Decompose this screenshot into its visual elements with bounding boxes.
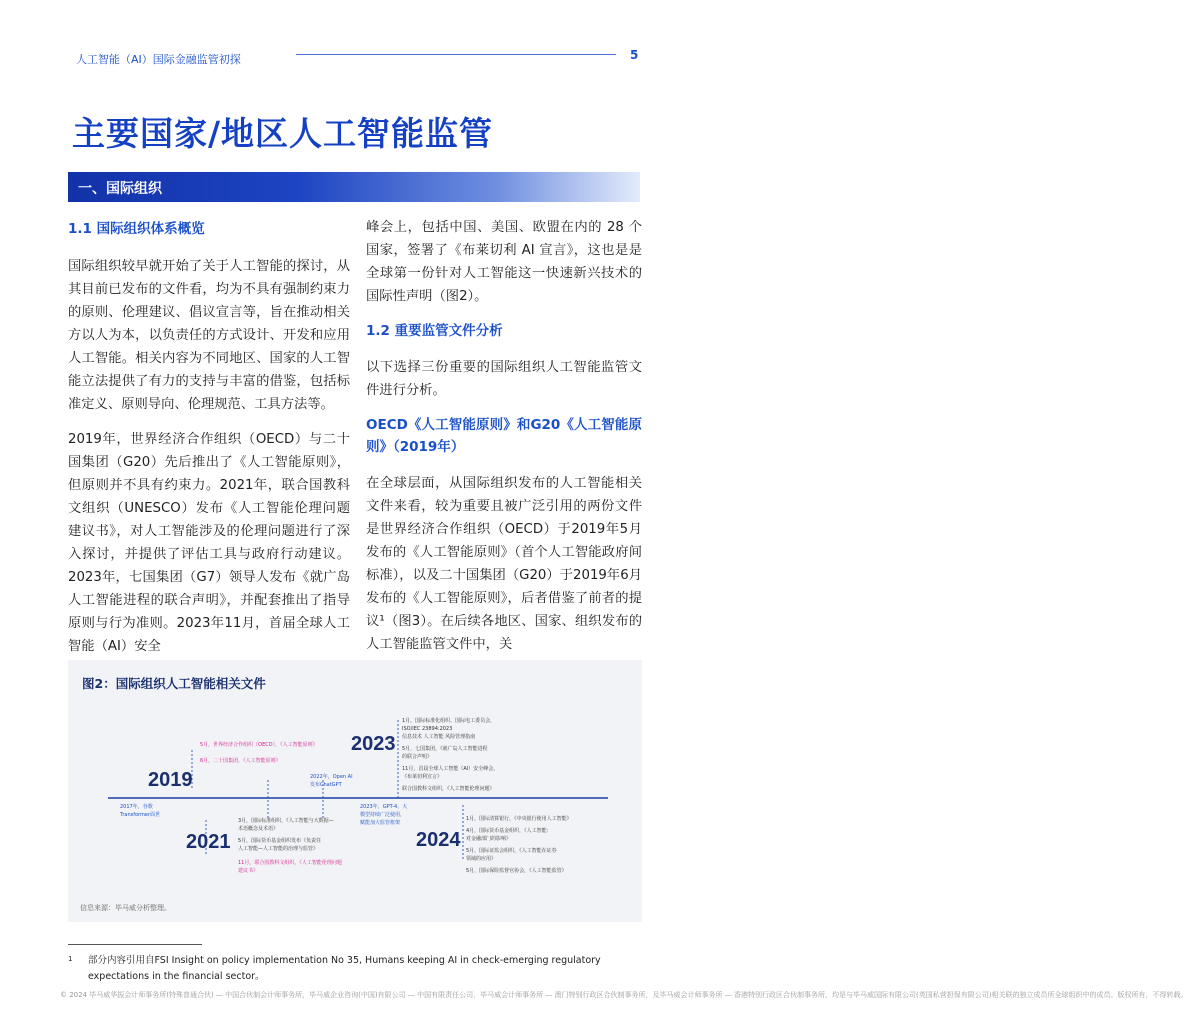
svg-text:6月，二十国集团，《人工智能原则》: 6月，二十国集团，《人工智能原则》 [200,758,281,764]
svg-text:《布莱切利宣言》: 《布莱切利宣言》 [402,774,443,780]
svg-text:5月，国际货币基金组织发布《负责任: 5月，国际货币基金组织发布《负责任 [238,838,322,844]
events-2024 [466,815,572,874]
svg-text:领域的应用》: 领域的应用》 [466,856,497,862]
year-label: 2023 [351,733,396,755]
svg-text:5月，七国集团，《就广岛人工智能进程: 5月，七国集团，《就广岛人工智能进程 [402,746,488,752]
events-2019 [200,741,318,764]
paragraph: 峰会上，包括中国、美国、欧盟在内的 28 个国家，签署了《布莱切利 AI 宣言》，这也是是全球第一份针对人工智能这一快速新兴技术的国际性声明（图2）。 [366,220,642,304]
paragraph: 2019年，世界经济合作组织（OECD）与二十国集团（G20）先后推出了《人工智能原则》，但原则并不具有约束力。2021年，联合国教科文组织（UNESCO）发布《人工智能伦理问题建议书》，对人工智能涉及的伦理问题进行了深入探讨，并提供了评估工具与政府行动建议。2023年，七国集团（G7）领导人发布《就广岛人工智能进程的联合声明》，并配套推出了指导原则与行为准则。2023年11月，首届全球人工智能（AI）安全 [68,432,350,654]
svg-text:Transformer面世: Transformer面世 [120,812,161,818]
svg-text:5月，国际保险监督官协会，《人工智能监管》: 5月，国际保险监督官协会，《人工智能监管》 [466,868,567,874]
svg-text:赋能加大监管框架: 赋能加大监管框架 [360,820,401,826]
figure-source: 信息来源：毕马威分析整理。 [80,904,171,912]
header-divider [296,54,616,55]
svg-text:2017年，谷歌: 2017年，谷歌 [120,804,153,810]
svg-text:人工智能—人工智能的治理与监管》: 人工智能—人工智能的治理与监管》 [238,846,319,852]
footnote-number: 1 [68,955,73,963]
timeline-svg [68,660,642,922]
section-label: 一、国际组织 [78,181,162,197]
svg-text:发布ChatGPT: 发布ChatGPT [310,782,342,788]
svg-text:1月，国际标准化组织、国际电工委员会，: 1月，国际标准化组织、国际电工委员会， [402,718,496,724]
header-title: 人工智能（AI）国际金融监管初探 [76,53,241,66]
figure-timeline [68,660,642,922]
svg-text:对金融部门的影响》: 对金融部门的影响》 [466,836,512,842]
paragraph: 国际组织较早就开始了关于人工智能的探讨，从其目前已发布的文件看，均为不具有强制约束力的原则、伦理建议、倡议宣言等，旨在推动相关方以人为本，以负责任的方式设计、开发和应用人工智能。相关内容为不同地区、国家的人工智能立法提供了有力的支持与丰富的借鉴，包括标准定义、原则导向、伦理规范、工具方法等。 [68,259,350,412]
year-label: 2024 [416,829,461,851]
svg-text:联合国教科文组织，《人工智能伦理问题》: 联合国教科文组织，《人工智能伦理问题》 [402,786,495,792]
right-column [366,216,642,668]
svg-text:信息技术 人工智能 风险管理指南: 信息技术 人工智能 风险管理指南 [402,734,476,740]
paragraph: 在全球层面，从国际组织发布的人工智能相关文件来看，较为重要且被广泛引用的两份文件是世界经济合作组织（OECD）于2019年5月发布的《人工智能原则》（首个人工智能政府间标准），以及二十国集团（G20）于2019年6月发布的《人工智能原则》，后者借鉴了前者的提议¹（图3）。在后续各地区、国家、组织发布的人工智能监管文件中，关 [366,476,642,652]
event-2023-gpt4 [360,803,407,826]
svg-text:建议书》: 建议书》 [238,868,259,874]
events-2023 [402,717,498,792]
subheading-oecd-g20: OECD《人工智能原则》和G20《人工智能原则》（2019年） [366,417,642,455]
svg-text:3月，国际标准组织，《人工智能与大数据—: 3月，国际标准组织，《人工智能与大数据— [238,818,334,824]
page-title: 主要国家/地区人工智能监管 [72,114,494,153]
svg-text:ISO/IEC 23894:2023: ISO/IEC 23894:2023 [402,726,453,732]
section-banner [68,172,640,202]
svg-text:2022年，Open AI: 2022年，Open AI [310,774,353,780]
page-number: 5 [630,48,639,62]
svg-text:11月，首届全球人工智能（AI）安全峰会，: 11月，首届全球人工智能（AI）安全峰会， [402,766,499,772]
event-2017 [119,803,160,818]
paragraph: 以下选择三份重要的国际组织人工智能监管文件进行分析。 [366,360,642,398]
footnote-text: 部分内容引用自FSI Insight on policy implementation No 35, Humans keeping AI in check-emerging regulatory expectations in the financial sector。 [88,955,601,982]
year-label: 2021 [186,831,231,853]
svg-text:1月，国际清算银行，《中央银行使用人工智能》: 1月，国际清算银行，《中央银行使用人工智能》 [466,816,572,822]
figure-title: 图2：国际组织人工智能相关文件 [82,676,266,691]
events-2021-b [238,859,342,874]
footnote-rule [68,944,202,945]
left-column [68,218,350,670]
year-label: 2019 [148,769,193,791]
events-2021 [238,817,334,852]
svg-text:4月，国际货币基金组织，《人工智能：: 4月，国际货币基金组织，《人工智能： [466,828,552,834]
footnote [68,953,644,985]
event-2022 [310,773,353,788]
svg-text:2023年，GPT-4、大: 2023年，GPT-4、大 [360,804,408,810]
svg-text:术语概念及术语》: 术语概念及术语》 [238,826,279,832]
svg-text:5月，世界经济合作组织（OECD），《人工智能原则》: 5月，世界经济合作组织（OECD），《人工智能原则》 [200,742,318,748]
subheading-1-1: 1.1 国际组织体系概览 [68,221,205,237]
copyright-line: © 2024 毕马威华振会计师事务所(特殊普通合伙) — 中国合伙制会计师事务所，毕马威企业咨询(中国)有限公司 — 中国有限责任公司，毕马威会计师事务所 — 澳门特别行政区合伙制事务所，及毕马威会计师事务所 — 香港特别行政区合伙制事务所，均是与毕马威国际有限公司(英国私营担保有限公司)相关联的独立成员所全球组织中的成员。版权所有，不得转载。 [60,991,1187,999]
svg-text:模型持续广泛使用，: 模型持续广泛使用， [360,812,406,818]
svg-text:5月，国际证监会组织，《人工智能在证券: 5月，国际证监会组织，《人工智能在证券 [466,848,557,854]
subheading-1-2: 1.2 重要监管文件分析 [366,323,503,339]
svg-text:11月，联合国教科文组织，《人工智能伦理问题: 11月，联合国教科文组织，《人工智能伦理问题 [238,860,342,866]
svg-text:的联合声明》: 的联合声明》 [402,754,433,760]
